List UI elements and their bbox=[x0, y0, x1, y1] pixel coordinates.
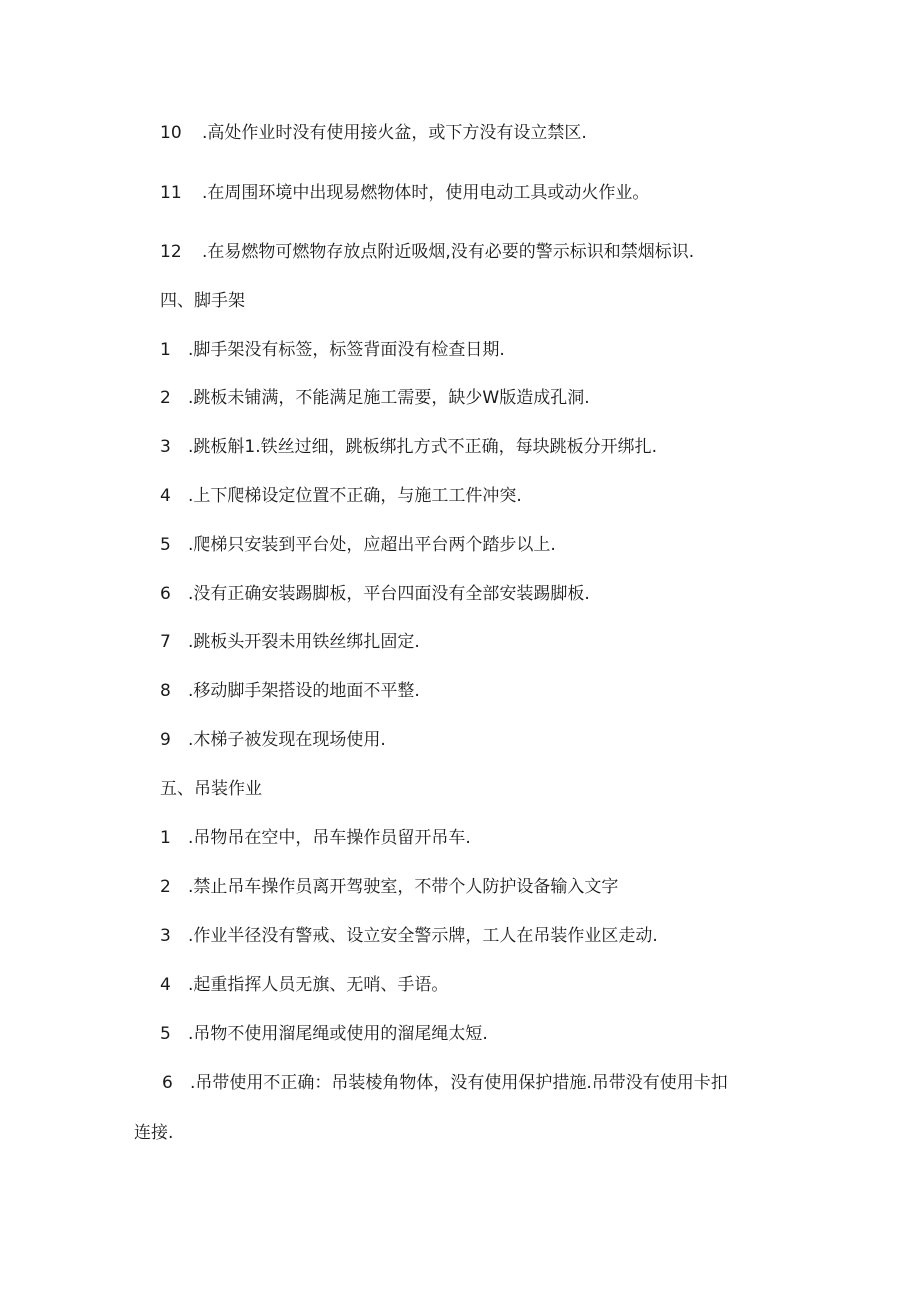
list-item bbox=[160, 973, 448, 997]
item-number: 2 bbox=[160, 877, 171, 897]
list-item bbox=[160, 875, 618, 899]
item-text: .在周围环境中出现易燃物体时，使用电动工具或动火作业。 bbox=[202, 183, 650, 203]
item-text: .禁止吊车操作员离开驾驶室，不带个人防护设备输入文字 bbox=[188, 877, 619, 897]
item-text: .移动脚手架搭设的地面不平整. bbox=[188, 681, 420, 701]
item-number: 8 bbox=[160, 681, 171, 701]
list-item bbox=[160, 240, 694, 264]
list-item bbox=[160, 1022, 488, 1046]
list-item bbox=[160, 121, 587, 145]
list-item bbox=[160, 679, 420, 703]
section-heading: 五、吊装作业 bbox=[160, 779, 262, 799]
item-number: 1 bbox=[160, 340, 171, 360]
list-item bbox=[160, 181, 649, 205]
item-text: .脚手架没有标签，标签背面没有检查日期. bbox=[188, 340, 505, 360]
list-item-continuation: 连接. bbox=[134, 1123, 174, 1143]
list-item bbox=[162, 1071, 728, 1095]
item-number: 6 bbox=[162, 1073, 173, 1093]
item-number: 4 bbox=[160, 486, 171, 506]
item-number: 5 bbox=[160, 535, 171, 555]
item-text: .作业半径没有警戒、设立安全警示牌，工人在吊装作业区走动. bbox=[188, 926, 658, 946]
item-text: .起重指挥人员无旗、无哨、手语。 bbox=[188, 975, 449, 995]
list-item bbox=[160, 533, 556, 557]
item-number: 6 bbox=[160, 584, 171, 604]
item-text: .高处作业时没有使用接火盆，或下方没有设立禁区. bbox=[202, 123, 587, 143]
item-number: 1 bbox=[160, 828, 171, 848]
list-item bbox=[160, 582, 590, 606]
item-text: .爬梯只安装到平台处，应超出平台两个踏步以上. bbox=[188, 535, 556, 555]
item-number: 7 bbox=[160, 632, 171, 652]
item-number: 3 bbox=[160, 926, 171, 946]
item-text: .吊物吊在空中，吊车操作员留开吊车. bbox=[188, 828, 471, 848]
list-item bbox=[160, 630, 420, 654]
item-text: .跳板斛1.铁丝过细，跳板绑扎方式不正确，每块跳板分开绑扎. bbox=[188, 437, 658, 457]
item-number: 3 bbox=[160, 437, 171, 457]
item-number: 10 bbox=[160, 123, 182, 143]
item-number: 12 bbox=[160, 242, 182, 262]
list-item bbox=[160, 484, 522, 508]
list-item bbox=[160, 826, 471, 850]
list-item bbox=[160, 338, 505, 362]
item-text: .上下爬梯设定位置不正确，与施工工件冲突. bbox=[188, 486, 522, 506]
item-text: .跳板头开裂未用铁丝绑扎固定. bbox=[188, 632, 420, 652]
item-number: 5 bbox=[160, 1024, 171, 1044]
item-text: .吊带使用不正确：吊装棱角物体，没有使用保护措施.吊带没有使用卡扣 bbox=[190, 1073, 728, 1093]
item-text: .没有正确安装踢脚板，平台四面没有全部安装踢脚板. bbox=[188, 584, 590, 604]
list-item bbox=[160, 435, 657, 459]
list-item bbox=[160, 728, 386, 752]
list-item bbox=[160, 924, 658, 948]
list-item bbox=[160, 386, 590, 410]
item-number: 11 bbox=[160, 183, 182, 203]
item-text: .木梯子被发现在现场使用. bbox=[188, 730, 386, 750]
item-text: .吊物不使用溜尾绳或使用的溜尾绳太短. bbox=[188, 1024, 488, 1044]
item-text: .跳板未铺满，不能满足施工需要，缺少W版造成孔洞. bbox=[188, 388, 590, 408]
item-number: 4 bbox=[160, 975, 171, 995]
item-text: .在易燃物可燃物存放点附近吸烟,没有必要的警示标识和禁烟标识. bbox=[202, 242, 695, 262]
item-number: 9 bbox=[160, 730, 171, 750]
section-heading: 四、脚手架 bbox=[160, 291, 245, 311]
item-number: 2 bbox=[160, 388, 171, 408]
